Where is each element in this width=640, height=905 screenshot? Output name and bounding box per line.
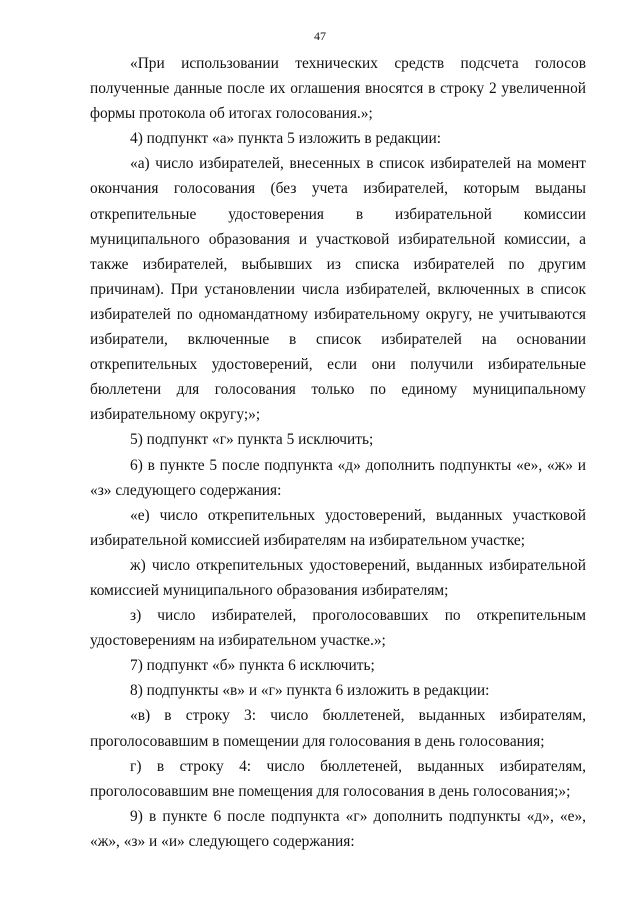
page-number: 47 [314,29,326,43]
paragraph: 9) в пункте 6 после подпункта «г» дополнить подпункты «д», «е», «ж», «з» и «и» следующего содержания: [90,807,586,850]
paragraph: 4) подпункт «а» пункта 5 изложить в редакции: [130,130,441,148]
paragraph: 5) подпункт «г» пункта 5 исключить; [130,431,374,449]
paragraph: ж) число открепительных удостоверений, выданных избирательной комиссией муниципального образования избирателям; [90,556,586,599]
paragraph: «При использовании технических средств подсчета голосов полученные данные после их оглашения вносятся в строку 2 увеличенной формы протокола об итогах голосования.»; [90,55,586,123]
paragraph: 8) подпункты «в» и «г» пункта 6 изложить в редакции: [130,682,490,700]
paragraph: «е) число открепительных удостоверений, выданных участковой избирательной комиссией избирателям на избирательном участке; [90,506,586,549]
paragraph: 6) в пункте 5 после подпункта «д» дополнить подпункты «е», «ж» и «з» следующего содержания: [90,456,586,499]
paragraph: з) число избирателей, проголосовавших по открепительным удостоверениям на избирательном участке.»; [90,607,586,650]
paragraph: «в) в строку 3: число бюллетеней, выданных избирателям, проголосовавшим в помещении для голосования в день голосования; [90,707,586,750]
document-body [90,51,586,854]
paragraph: «а) число избирателей, внесенных в список избирателей на момент окончания голосования (без учета избирателей, которым выданы открепительные удостоверения в избирательной комиссии муниципального образования и участковой избирательной комиссии, а также избирателей, выбывших из списка избирателей по другим причинам). При установлении числа избирателей, включенных в список избирателей по одномандатному избирательному округу, не учитываются избиратели, включенные в список избирателей на основании открепительных удостоверений, если они получили избирательные бюллетени для голосования только по единому муниципальному избирательному округу;»; [90,155,586,424]
paragraph: 7) подпункт «б» пункта 6 исключить; [130,657,375,675]
paragraph: г) в строку 4: число бюллетеней, выданных избирателям, проголосовавшим вне помещения для голосования в день голосования;»; [90,757,586,800]
